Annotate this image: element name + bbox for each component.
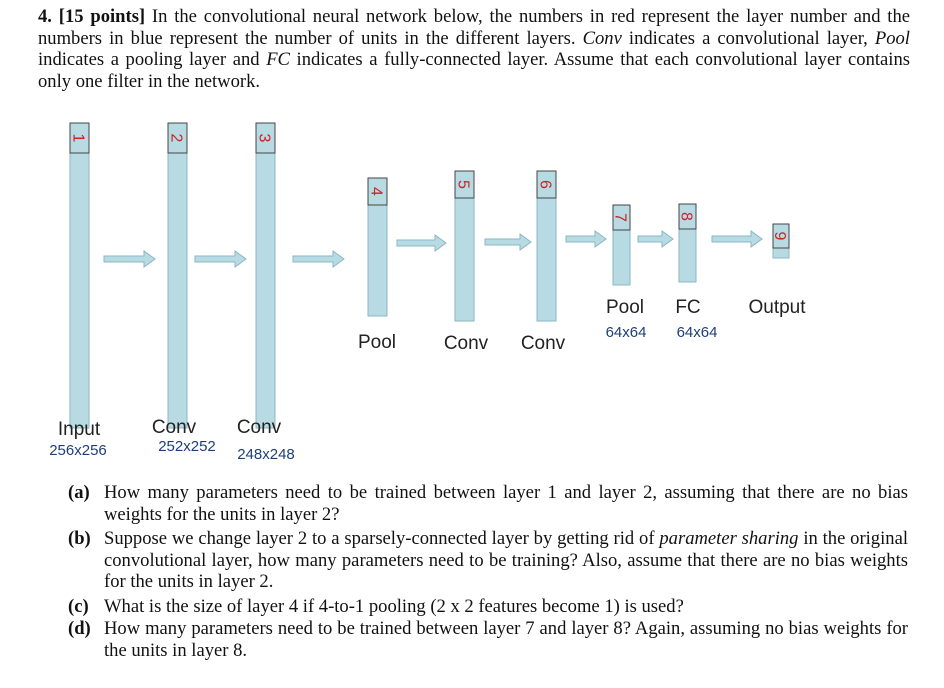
- layer-number: 3: [255, 133, 273, 143]
- subquestion-label: (c): [68, 596, 89, 617]
- layer-bar: [256, 123, 275, 428]
- arrow-icon: [104, 251, 155, 267]
- arrow-icon: [293, 251, 344, 267]
- layer-bar: [455, 171, 474, 321]
- layer-bar: [773, 224, 789, 258]
- layer-size-label: 64x64: [676, 324, 718, 341]
- subquestion-label: (b): [68, 528, 91, 549]
- subquestion-d: [68, 618, 908, 661]
- text-run: indicates a convolutional layer,: [621, 27, 875, 49]
- text-run: indicates a fully-connected layer. Assume that each convolutional layer contains only one filter in the network.: [38, 49, 910, 92]
- subquestion-label: (d): [68, 618, 91, 639]
- layer-type-label: Conv: [151, 417, 197, 438]
- layer-bar: [168, 123, 187, 428]
- layer-type-label: Conv: [443, 333, 489, 354]
- italic-term: Pool: [874, 27, 910, 49]
- layer-type-label: Pool: [605, 297, 645, 318]
- question-number: 4.: [38, 6, 52, 27]
- text-run: What is the size of layer 4 if 4-to-1 pooling (2 x 2 features become 1) is used?: [104, 596, 684, 617]
- italic-term: parameter sharing: [659, 528, 799, 549]
- layer-number: 8: [677, 212, 695, 221]
- text-run: indicates a pooling layer and: [38, 49, 267, 70]
- italic-term: FC: [266, 49, 290, 70]
- text-run: In the convolutional neural network below, the numbers in red represent the layer number and the numbers in blue represent the number of units in the different layers.: [38, 6, 911, 49]
- layer-type-label: Input: [57, 419, 101, 440]
- subquestion-c: [68, 596, 908, 618]
- text-run: How many parameters need to be trained between layer 1 and layer 2, assuming that there are no bias weights for the units in layer 2?: [104, 482, 908, 525]
- layer-type-label: Conv: [236, 417, 282, 438]
- layer-bar: [70, 123, 89, 428]
- arrow-icon: [397, 235, 446, 251]
- arrow-icon: [485, 234, 531, 250]
- arrow-icon: [712, 231, 762, 247]
- layer-size-label: 64x64: [605, 324, 647, 341]
- italic-term: Conv: [582, 27, 622, 49]
- text-run: How many parameters need to be trained between layer 7 and layer 8? Again, assuming no bias weights for the units in layer 8.: [104, 618, 908, 661]
- layer-type-label: FC: [675, 297, 701, 318]
- layer-bar: [368, 178, 387, 316]
- subquestion-text: [104, 596, 908, 618]
- layer-size-label: 248x248: [237, 446, 295, 463]
- layer-number: 5: [454, 180, 472, 189]
- subquestion-text: [104, 528, 908, 593]
- subquestion-b: [68, 528, 908, 593]
- arrow-icon: [195, 251, 246, 267]
- subquestion-label: (a): [68, 482, 90, 503]
- arrow-icon: [638, 231, 673, 247]
- layer-number: 2: [167, 133, 185, 143]
- text-run: Suppose we change layer 2 to a sparsely-connected layer by getting rid of: [104, 528, 660, 549]
- subquestion-a: [68, 482, 908, 525]
- layer-type-label: Output: [748, 297, 806, 318]
- layer-number: 6: [536, 180, 554, 189]
- layer-type-label: Conv: [520, 333, 566, 354]
- subquestion-text: [104, 482, 908, 525]
- layer-number: 4: [367, 187, 385, 196]
- layer-number: 1: [69, 133, 87, 143]
- layer-bar: [537, 171, 556, 321]
- layer-type-label: Pool: [357, 332, 397, 353]
- text-run: in the original convolutional layer, how many parameters need to be training? Also, assume that there are no bias weights for the units in layer 2.: [104, 528, 908, 592]
- layer-number: 7: [611, 213, 629, 222]
- layer-size-label: 252x252: [158, 438, 216, 455]
- layer-number: 9: [771, 231, 788, 241]
- layer-size-label: 256x256: [49, 442, 107, 459]
- subquestion-text: [104, 618, 908, 661]
- question-points: [15 points]: [58, 6, 146, 27]
- arrow-icon: [566, 231, 606, 247]
